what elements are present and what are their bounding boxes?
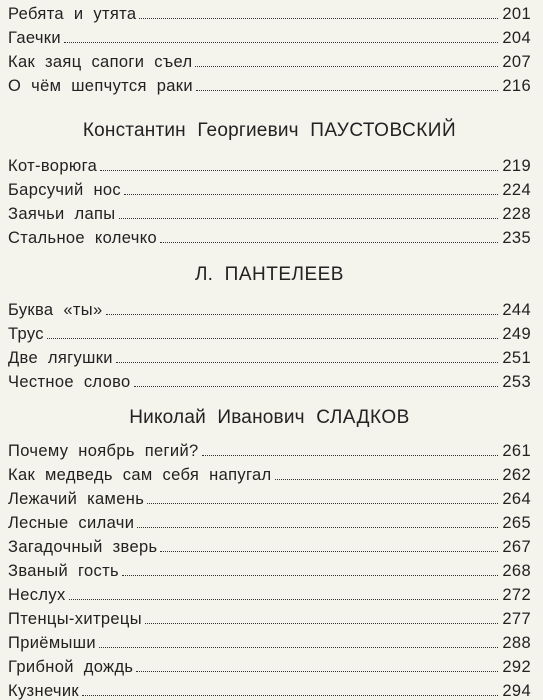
toc-entry: [8, 150, 531, 174]
dot-leader: [137, 527, 498, 528]
toc-section: [8, 405, 531, 699]
dot-leader: [116, 362, 498, 363]
toc-entry-page: 277: [502, 609, 531, 628]
toc-entry-title: Загадочный зверь: [8, 537, 158, 556]
toc-entry: [8, 483, 531, 507]
dot-leader: [122, 575, 498, 576]
toc-entry: [8, 627, 531, 651]
toc-entry-page: 292: [502, 657, 531, 676]
toc-entry: [8, 507, 531, 531]
toc-entry-title: Как заяц сапоги съел: [8, 52, 193, 71]
dot-leader: [160, 242, 498, 243]
toc-section: [8, 262, 531, 390]
toc-entry-title: Барсучий нос: [8, 180, 122, 199]
toc-section: [8, 0, 531, 94]
dot-leader: [47, 338, 498, 339]
toc-entry-page: 265: [502, 513, 531, 532]
toc-entry: [8, 459, 531, 483]
toc-entry-title: Приёмыши: [8, 633, 96, 652]
toc-entry-page: 201: [502, 4, 531, 23]
toc-entry-page: 288: [502, 633, 531, 652]
toc-entry: [8, 198, 531, 222]
toc-entry: [8, 603, 531, 627]
dot-leader: [139, 18, 498, 19]
dot-leader: [99, 647, 498, 648]
dot-leader: [147, 503, 498, 504]
toc-entry-page: 216: [502, 76, 531, 95]
toc-entry-page: 272: [502, 585, 531, 604]
dot-leader: [82, 695, 498, 696]
toc-entry-page: 219: [502, 156, 531, 175]
toc-section: [8, 118, 531, 246]
author-surname: СЛАДКОВ: [316, 407, 410, 428]
toc-entry-title: Лежачий камень: [8, 489, 145, 508]
toc-entry-page: 267: [502, 537, 531, 556]
toc-entry-title: Лесные силачи: [8, 513, 135, 532]
author-heading: [8, 262, 531, 288]
dot-leader: [195, 66, 498, 67]
toc-entry: [8, 555, 531, 579]
toc-entry-title: Почему ноябрь пегий?: [8, 441, 199, 460]
dot-leader: [69, 599, 498, 600]
dot-leader: [202, 455, 498, 456]
author-given-names: Л.: [195, 264, 214, 285]
toc-entry-page: 244: [502, 300, 531, 319]
author-surname: ПАНТЕЛЕЕВ: [224, 264, 344, 285]
toc-entry: [8, 366, 531, 390]
toc-entry-title: Трус: [8, 324, 44, 343]
toc-entry: [8, 651, 531, 675]
toc-entry-page: 204: [502, 28, 531, 47]
toc-entry-title: Птенцы-хитрецы: [8, 609, 142, 628]
dot-leader: [136, 671, 498, 672]
dot-leader: [134, 386, 498, 387]
author-given-names: Николай Иванович: [129, 407, 305, 428]
dot-leader: [145, 623, 498, 624]
toc-entry: [8, 435, 531, 459]
toc-entry-title: Заячьи лапы: [8, 204, 116, 223]
toc-entry: [8, 318, 531, 342]
dot-leader: [124, 194, 498, 195]
toc-entry: [8, 531, 531, 555]
toc-entry-page: 224: [502, 180, 531, 199]
dot-leader: [119, 218, 498, 219]
dot-leader: [100, 170, 498, 171]
toc-entry-title: Гаечки: [8, 28, 61, 47]
toc-entry-page: 207: [502, 52, 531, 71]
toc-entry-page: 235: [502, 228, 531, 247]
toc-entry: [8, 0, 531, 22]
toc-entry-page: 228: [502, 204, 531, 223]
toc-entry-page: 251: [502, 348, 531, 367]
toc-entry: [8, 294, 531, 318]
toc-entry-title: Кот-ворюга: [8, 156, 98, 175]
toc-entry-title: Две лягушки: [8, 348, 113, 367]
author-heading: [8, 118, 531, 144]
toc-entry: [8, 579, 531, 603]
toc-entry-title: Кузнечик: [8, 681, 79, 700]
toc-entry: [8, 46, 531, 70]
author-heading: [8, 405, 531, 431]
toc-entry-page: 262: [502, 465, 531, 484]
toc-entry-title: Неслух: [8, 585, 66, 604]
toc-entry: [8, 222, 531, 246]
toc-entry-title: Честное слово: [8, 372, 131, 391]
toc-entry-title: Стальное колечко: [8, 228, 157, 247]
toc-entry-title: Как медведь сам себя напугал: [8, 465, 272, 484]
toc-entry-page: 294: [502, 681, 531, 700]
toc-entry-title: Званый гость: [8, 561, 119, 580]
toc-entry: [8, 174, 531, 198]
author-given-names: Константин Георгиевич: [82, 120, 299, 141]
toc-entry: [8, 675, 531, 699]
toc-entry: [8, 22, 531, 46]
toc-entry-page: 249: [502, 324, 531, 343]
toc-entry: [8, 70, 531, 94]
dot-leader: [275, 479, 498, 480]
toc-entry-title: Грибной дождь: [8, 657, 134, 676]
toc-entry-page: 253: [502, 372, 531, 391]
toc-entry-title: О чём шепчутся раки: [8, 76, 193, 95]
dot-leader: [196, 90, 498, 91]
toc-entry-page: 261: [502, 441, 531, 460]
toc-entry-title: Ребята и утята: [8, 4, 137, 23]
toc-entry-title: Буква «ты»: [8, 300, 103, 319]
author-surname: ПАУСТОВСКИЙ: [310, 120, 457, 141]
toc-entry-page: 268: [502, 561, 531, 580]
dot-leader: [160, 551, 498, 552]
dot-leader: [64, 42, 498, 43]
toc-entry-page: 264: [502, 489, 531, 508]
dot-leader: [106, 314, 498, 315]
toc-entry: [8, 342, 531, 366]
